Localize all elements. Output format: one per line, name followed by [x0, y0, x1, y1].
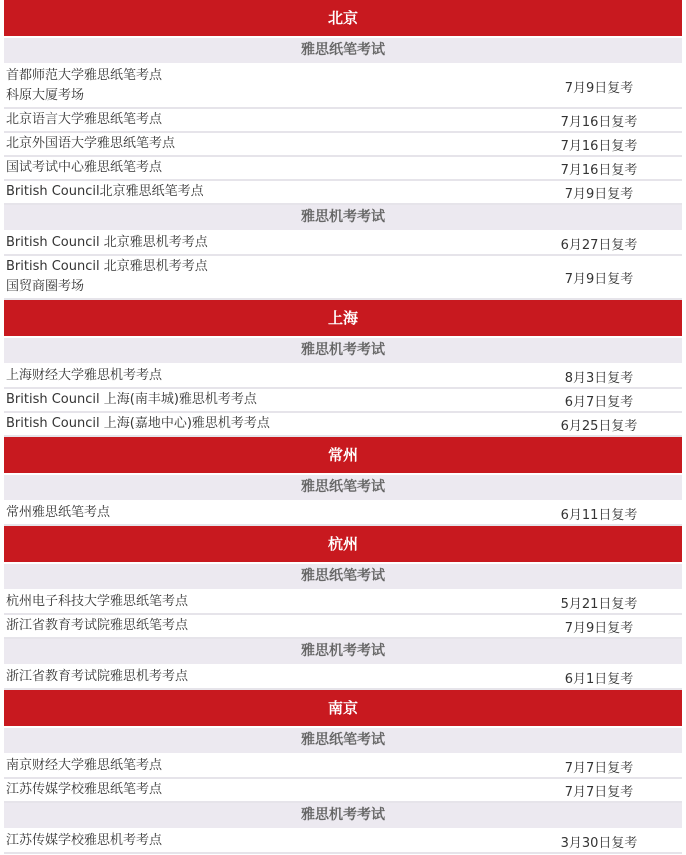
resume-date: 7月16日复考 [560, 114, 638, 130]
table-row [4, 65, 682, 109]
resume-date: 6月7日复考 [564, 394, 634, 410]
exam-type-header: 雅思机考考试 [4, 205, 682, 230]
test-center-name: 江苏传媒学校雅思纸笔考点 [6, 782, 163, 797]
table-row [4, 256, 682, 300]
exam-type-header: 雅思纸笔考试 [4, 475, 682, 500]
resume-date: 3月30日复考 [560, 835, 638, 851]
city-header: 南京 [4, 690, 682, 726]
test-center-name: 江苏传媒学校雅思机考考点 [6, 833, 163, 848]
resume-date: 7月7日复考 [564, 784, 634, 800]
test-center-name: 首都师范大学雅思纸笔考点 科原大厦考场 [6, 68, 163, 103]
test-center-name: British Council北京雅思纸笔考点 [6, 184, 204, 199]
test-center-name: British Council 上海(南丰城)雅思机考考点 [6, 392, 257, 407]
city-header: 上海 [4, 300, 682, 336]
test-center-name: 北京外国语大学雅思纸笔考点 [6, 136, 176, 151]
test-center-name: 国试考试中心雅思纸笔考点 [6, 160, 163, 175]
resume-date: 5月21日复考 [560, 596, 638, 612]
test-center-name: 浙江省教育考试院雅思机考考点 [6, 669, 189, 684]
resume-date: 6月27日复考 [560, 237, 638, 253]
resume-date: 7月16日复考 [560, 138, 638, 154]
city-header: 北京 [4, 0, 682, 36]
resume-date: 7月9日复考 [564, 620, 634, 636]
test-center-name: British Council 上海(嘉地中心)雅思机考考点 [6, 416, 270, 431]
table-row [4, 413, 682, 437]
city-header: 常州 [4, 437, 682, 473]
exam-type-header: 雅思纸笔考试 [4, 564, 682, 589]
resume-date: 6月25日复考 [560, 418, 638, 434]
test-center-name: 北京语言大学雅思纸笔考点 [6, 112, 163, 127]
test-center-name: 上海财经大学雅思机考考点 [6, 368, 163, 383]
resume-date: 8月3日复考 [564, 370, 634, 386]
test-center-name: 南京财经大学雅思纸笔考点 [6, 758, 163, 773]
exam-center-table [4, 0, 682, 854]
table-row [4, 830, 682, 854]
test-center-name: 浙江省教育考试院雅思纸笔考点 [6, 618, 189, 633]
table-row [4, 181, 682, 205]
exam-type-header: 雅思机考考试 [4, 338, 682, 363]
table-row [4, 389, 682, 413]
table-row [4, 615, 682, 639]
resume-date: 6月1日复考 [564, 671, 634, 687]
exam-type-header: 雅思纸笔考试 [4, 38, 682, 63]
exam-type-header: 雅思机考考试 [4, 803, 682, 828]
table-row [4, 591, 682, 615]
resume-date: 7月7日复考 [564, 760, 634, 776]
table-row [4, 133, 682, 157]
table-row [4, 109, 682, 133]
test-center-name: 杭州电子科技大学雅思纸笔考点 [6, 594, 189, 609]
table-row [4, 666, 682, 690]
city-header: 杭州 [4, 526, 682, 562]
exam-type-header: 雅思机考考试 [4, 639, 682, 664]
table-row [4, 502, 682, 526]
resume-date: 6月11日复考 [560, 507, 638, 523]
test-center-name: British Council 北京雅思机考考点 [6, 235, 208, 250]
table-row [4, 157, 682, 181]
test-center-name: 常州雅思纸笔考点 [6, 505, 111, 520]
resume-date: 7月16日复考 [560, 162, 638, 178]
table-row [4, 779, 682, 803]
resume-date: 7月9日复考 [564, 186, 634, 202]
table-row [4, 232, 682, 256]
table-row [4, 755, 682, 779]
resume-date: 7月9日复考 [564, 271, 634, 287]
exam-type-header: 雅思纸笔考试 [4, 728, 682, 753]
test-center-name: British Council 北京雅思机考考点 国贸商圈考场 [6, 259, 208, 294]
resume-date: 7月9日复考 [564, 80, 634, 96]
table-row [4, 365, 682, 389]
